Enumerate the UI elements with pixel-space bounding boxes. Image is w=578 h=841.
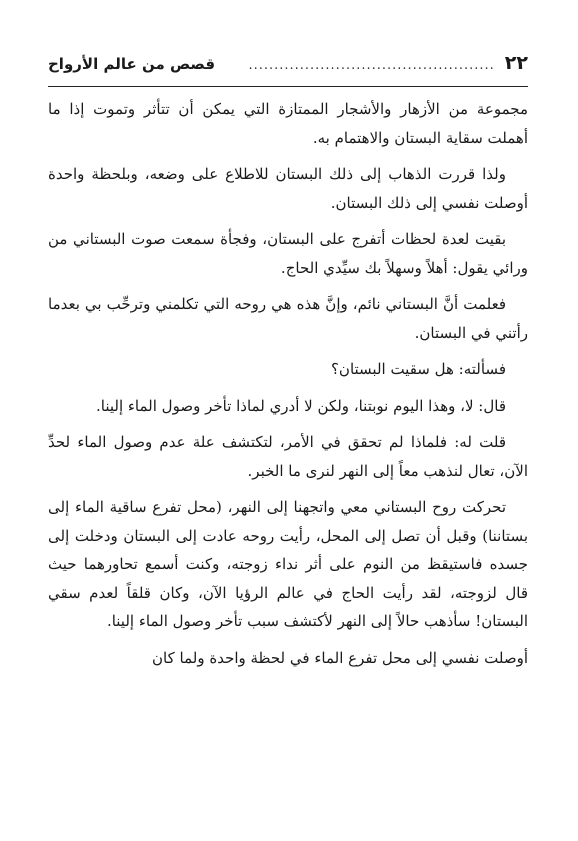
book-page xyxy=(48,52,528,792)
header-dot-leader: ................................................ xyxy=(248,58,495,73)
paragraph: ولذا قررت الذهاب إلى ذلك البستان للاطلاع على وضعه، وبلحظة واحدة أوصلت نفسي إلى ذلك البستان. xyxy=(48,165,528,212)
paragraph: تحركت روح البستاني معي واتجهنا إلى النهر، (محل تفرع ساقية الماء إلى بستاننا) وقبل أن تصل إلى المحل، رأيت روحه عادت إلى البستان ودخلت إلى جسده فاستيقظ من النوم على أثر نداء زوجته، وكنت أسمع تحاورهما حيث قال لزوجته، لقد رأيت الحاج في عالم الرؤيا الآن، وكان قلقاً لعدم سقي البستان! سأذهب حالاً إلى النهر لأكتشف سبب تأخر وصول الماء إلينا. xyxy=(48,498,528,630)
running-header xyxy=(48,52,528,87)
paragraph: فعلمت أنَّ البستاني نائم، وإنَّ هذه هي روحه التي تكلمني وترحِّب بي بعدما رأتني في البستان. xyxy=(48,295,528,342)
body-text xyxy=(48,95,528,672)
page-number: ٢٢ xyxy=(504,52,528,74)
paragraph: قال: لا، وهذا اليوم نوبتنا، ولكن لا أدري لماذا تأخر وصول الماء إلينا. xyxy=(95,396,506,415)
paragraph: أوصلت نفسي إلى محل تفرع الماء في لحظة واحدة ولما كان xyxy=(152,648,528,667)
paragraph: بقيت لعدة لحظات أتفرج على البستان، وفجأة سمعت صوت البستاني من ورائي يقول: أهلاً وسهلاً بك سيِّدي الحاج. xyxy=(48,230,528,277)
paragraph: مجموعة من الأزهار والأشجار الممتازة التي يمكن أن تتأثر وتموت إذا ما أهملت سقاية البستان والاهتمام به. xyxy=(48,100,528,147)
paragraph: فسألته: هل سقيت البستان؟ xyxy=(330,360,506,378)
paragraph: قلت له: فلماذا لم تحقق في الأمر، لتكتشف علة عدم وصول الماء لحدِّ الآن، تعال لنذهب معاً إلى النهر لنرى ما الخبر. xyxy=(48,433,528,480)
book-title: قصص من عالم الأرواح xyxy=(48,55,216,73)
